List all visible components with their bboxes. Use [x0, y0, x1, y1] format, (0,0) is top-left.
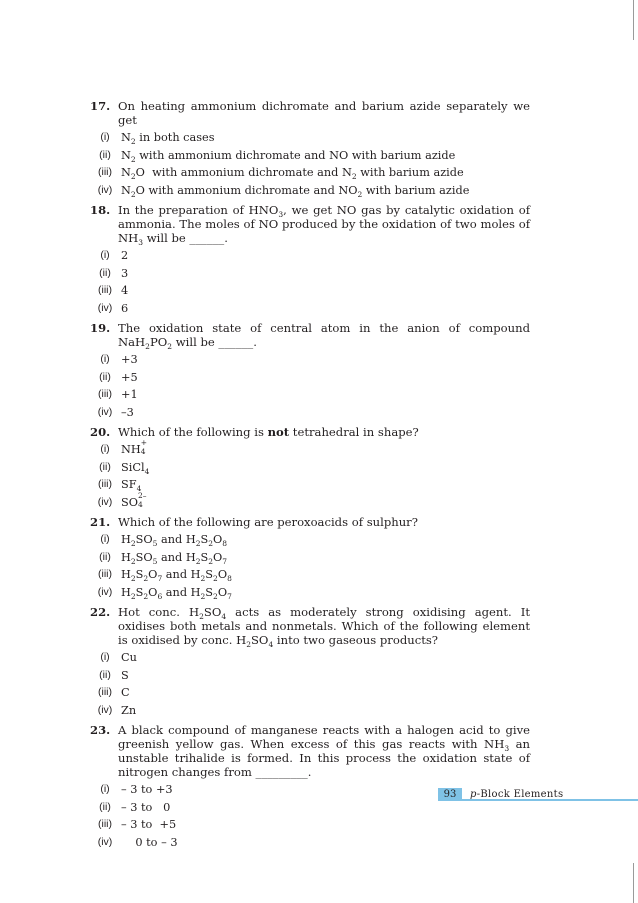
option-label: (ii)	[99, 668, 111, 681]
option-item	[90, 649, 530, 667]
option-label: (i)	[100, 443, 110, 455]
option-item	[90, 684, 530, 702]
question-23	[90, 723, 530, 851]
option-item	[90, 476, 530, 494]
option-text: $N_2O$ with ammonium dichromate and $NO_2$ with barium azide	[121, 183, 470, 199]
option-item	[90, 834, 530, 852]
option-text: $H_2S_2O_6$ and $H_2S_2O_7$	[121, 585, 232, 601]
option-label: (i)	[100, 353, 110, 365]
option-text: 4	[121, 284, 129, 297]
option-item	[90, 129, 530, 147]
option-label: (iv)	[97, 495, 113, 508]
option-item	[90, 265, 530, 283]
running-head-rest: -Block Elements	[476, 789, 564, 800]
option-text: – 3 to 0	[121, 800, 171, 814]
question-number: 20.	[90, 425, 111, 439]
option-text: 0 to – 3	[121, 835, 178, 849]
question-number: 17.	[90, 99, 111, 113]
page-edge-mark-top	[633, 0, 634, 40]
option-item	[90, 386, 530, 404]
option-label: (i)	[100, 249, 110, 261]
option-text: Zn	[121, 703, 137, 717]
question-text: Which of the following are peroxoacids of sulphur?	[118, 515, 418, 529]
option-list	[90, 129, 530, 199]
question-19	[90, 321, 530, 421]
option-label: (i)	[100, 533, 110, 545]
option-label: (iv)	[97, 183, 113, 196]
option-text: $N_2$ in both cases	[121, 131, 215, 146]
option-item	[90, 147, 530, 165]
option-item	[90, 566, 530, 584]
option-text: –3	[121, 405, 134, 419]
option-item	[90, 702, 530, 720]
option-label: (iv)	[97, 301, 113, 314]
option-label: (i)	[100, 651, 110, 663]
option-text: 2	[121, 249, 129, 262]
option-text: – 3 to +3	[121, 783, 173, 796]
question-21	[90, 515, 530, 601]
option-text: $H_2S_2O_7$ and $H_2S_2O_8$	[121, 568, 232, 583]
option-text: +3	[121, 353, 138, 366]
option-item	[90, 369, 530, 387]
question-stem	[90, 321, 530, 349]
option-item	[90, 667, 530, 685]
option-label: (ii)	[99, 266, 111, 279]
option-text: +5	[121, 370, 138, 384]
option-text: SiCl$_4$	[121, 460, 150, 476]
option-list	[90, 351, 530, 421]
option-text: SO 2– 4	[121, 490, 147, 509]
option-text: NH + 4	[121, 438, 148, 456]
question-text: In the preparation of $HNO_3$, we get NO gas by catalytic oxidation of ammonia. The moles of NO produced by the oxidation of two moles of $NH_3$ will be ______.	[118, 203, 531, 247]
option-label: (i)	[100, 783, 110, 795]
option-item	[90, 490, 530, 512]
option-label: (iv)	[97, 835, 113, 848]
option-text: C	[121, 686, 130, 699]
option-label: (iii)	[98, 478, 112, 490]
question-number: 21.	[90, 515, 111, 529]
option-label: (iii)	[98, 388, 112, 400]
option-label: (iv)	[97, 405, 113, 418]
option-text: $N_2O$ with ammonium dichromate and $N_2$ with barium azide	[121, 166, 464, 181]
option-list	[90, 649, 530, 719]
question-20	[90, 425, 530, 511]
option-label: (iii)	[98, 284, 112, 296]
option-label: (ii)	[99, 800, 111, 813]
option-item	[90, 164, 530, 182]
page-edge-mark-bottom	[633, 863, 634, 903]
option-label: (ii)	[99, 550, 111, 563]
question-18	[90, 203, 530, 317]
option-label: (ii)	[99, 460, 111, 473]
question-number: 22.	[90, 605, 111, 619]
option-list	[90, 438, 530, 511]
option-item	[90, 300, 530, 318]
option-text: S	[121, 668, 129, 682]
option-item	[90, 182, 530, 200]
question-number: 18.	[90, 203, 111, 217]
option-item	[90, 584, 530, 602]
option-list	[90, 531, 530, 601]
option-label: (iv)	[97, 585, 113, 598]
question-text: On heating ammonium dichromate and barium azide separately we get	[118, 99, 530, 127]
option-label: (iv)	[97, 703, 113, 716]
option-text: $H_2SO_5$ and $H_2S_2O_8$	[121, 533, 228, 548]
question-17	[90, 99, 530, 199]
page-number: 93	[443, 789, 457, 800]
question-number: 23.	[90, 723, 111, 737]
option-text: $N_2$ with ammonium dichromate and NO with barium azide	[121, 148, 456, 164]
option-item	[90, 404, 530, 422]
question-number: 19.	[90, 321, 111, 335]
running-head	[470, 788, 563, 801]
option-label: (i)	[100, 131, 110, 143]
option-item	[90, 351, 530, 369]
option-text: $SF_4$	[121, 478, 142, 493]
option-item	[90, 531, 530, 549]
question-text: Which of the following is not tetrahedral in shape?	[118, 425, 419, 439]
option-text: +1	[121, 388, 138, 401]
option-text: 3	[121, 266, 129, 280]
option-text: Cu	[121, 651, 137, 664]
option-item	[90, 459, 530, 477]
option-text: – 3 to +5	[121, 818, 177, 831]
option-text: 6	[121, 301, 129, 315]
question-text: Hot conc. $H_2SO_4$ acts as moderately strong oxidising agent. It oxidises both metals and nonmetals. Which of the following element is oxidised by conc. $H_2SO_4$ into two gaseous products?	[118, 605, 531, 649]
question-stem	[90, 515, 530, 529]
option-item	[90, 816, 530, 834]
question-text: The oxidation state of central atom in the anion of compound $NaH_2PO_2$ will be ______.	[118, 321, 530, 351]
option-label: (iii)	[98, 818, 112, 830]
option-item	[90, 438, 530, 459]
option-text: $H_2SO_5$ and $H_2S_2O_7$	[121, 550, 228, 566]
option-label: (iii)	[98, 686, 112, 698]
question-stem	[90, 203, 530, 245]
running-head-italic: p	[470, 789, 477, 800]
option-label: (iii)	[98, 568, 112, 580]
question-22	[90, 605, 530, 719]
option-item	[90, 282, 530, 300]
option-label: (ii)	[99, 370, 111, 383]
question-stem	[90, 425, 530, 439]
option-label: (ii)	[99, 148, 111, 161]
question-stem	[90, 99, 530, 127]
question-list	[90, 99, 530, 855]
question-stem	[90, 605, 530, 647]
question-stem	[90, 723, 530, 779]
option-item	[90, 247, 530, 265]
page-footer	[0, 788, 638, 802]
option-list	[90, 247, 530, 317]
option-item	[90, 549, 530, 567]
question-text: A black compound of manganese reacts with a halogen acid to give greenish yellow gas. When excess of this gas reacts with $NH_3$ an unstable trihalide is formed. In this process the oxidation state of nitrogen changes from _________.	[118, 723, 530, 779]
option-label: (iii)	[98, 166, 112, 178]
